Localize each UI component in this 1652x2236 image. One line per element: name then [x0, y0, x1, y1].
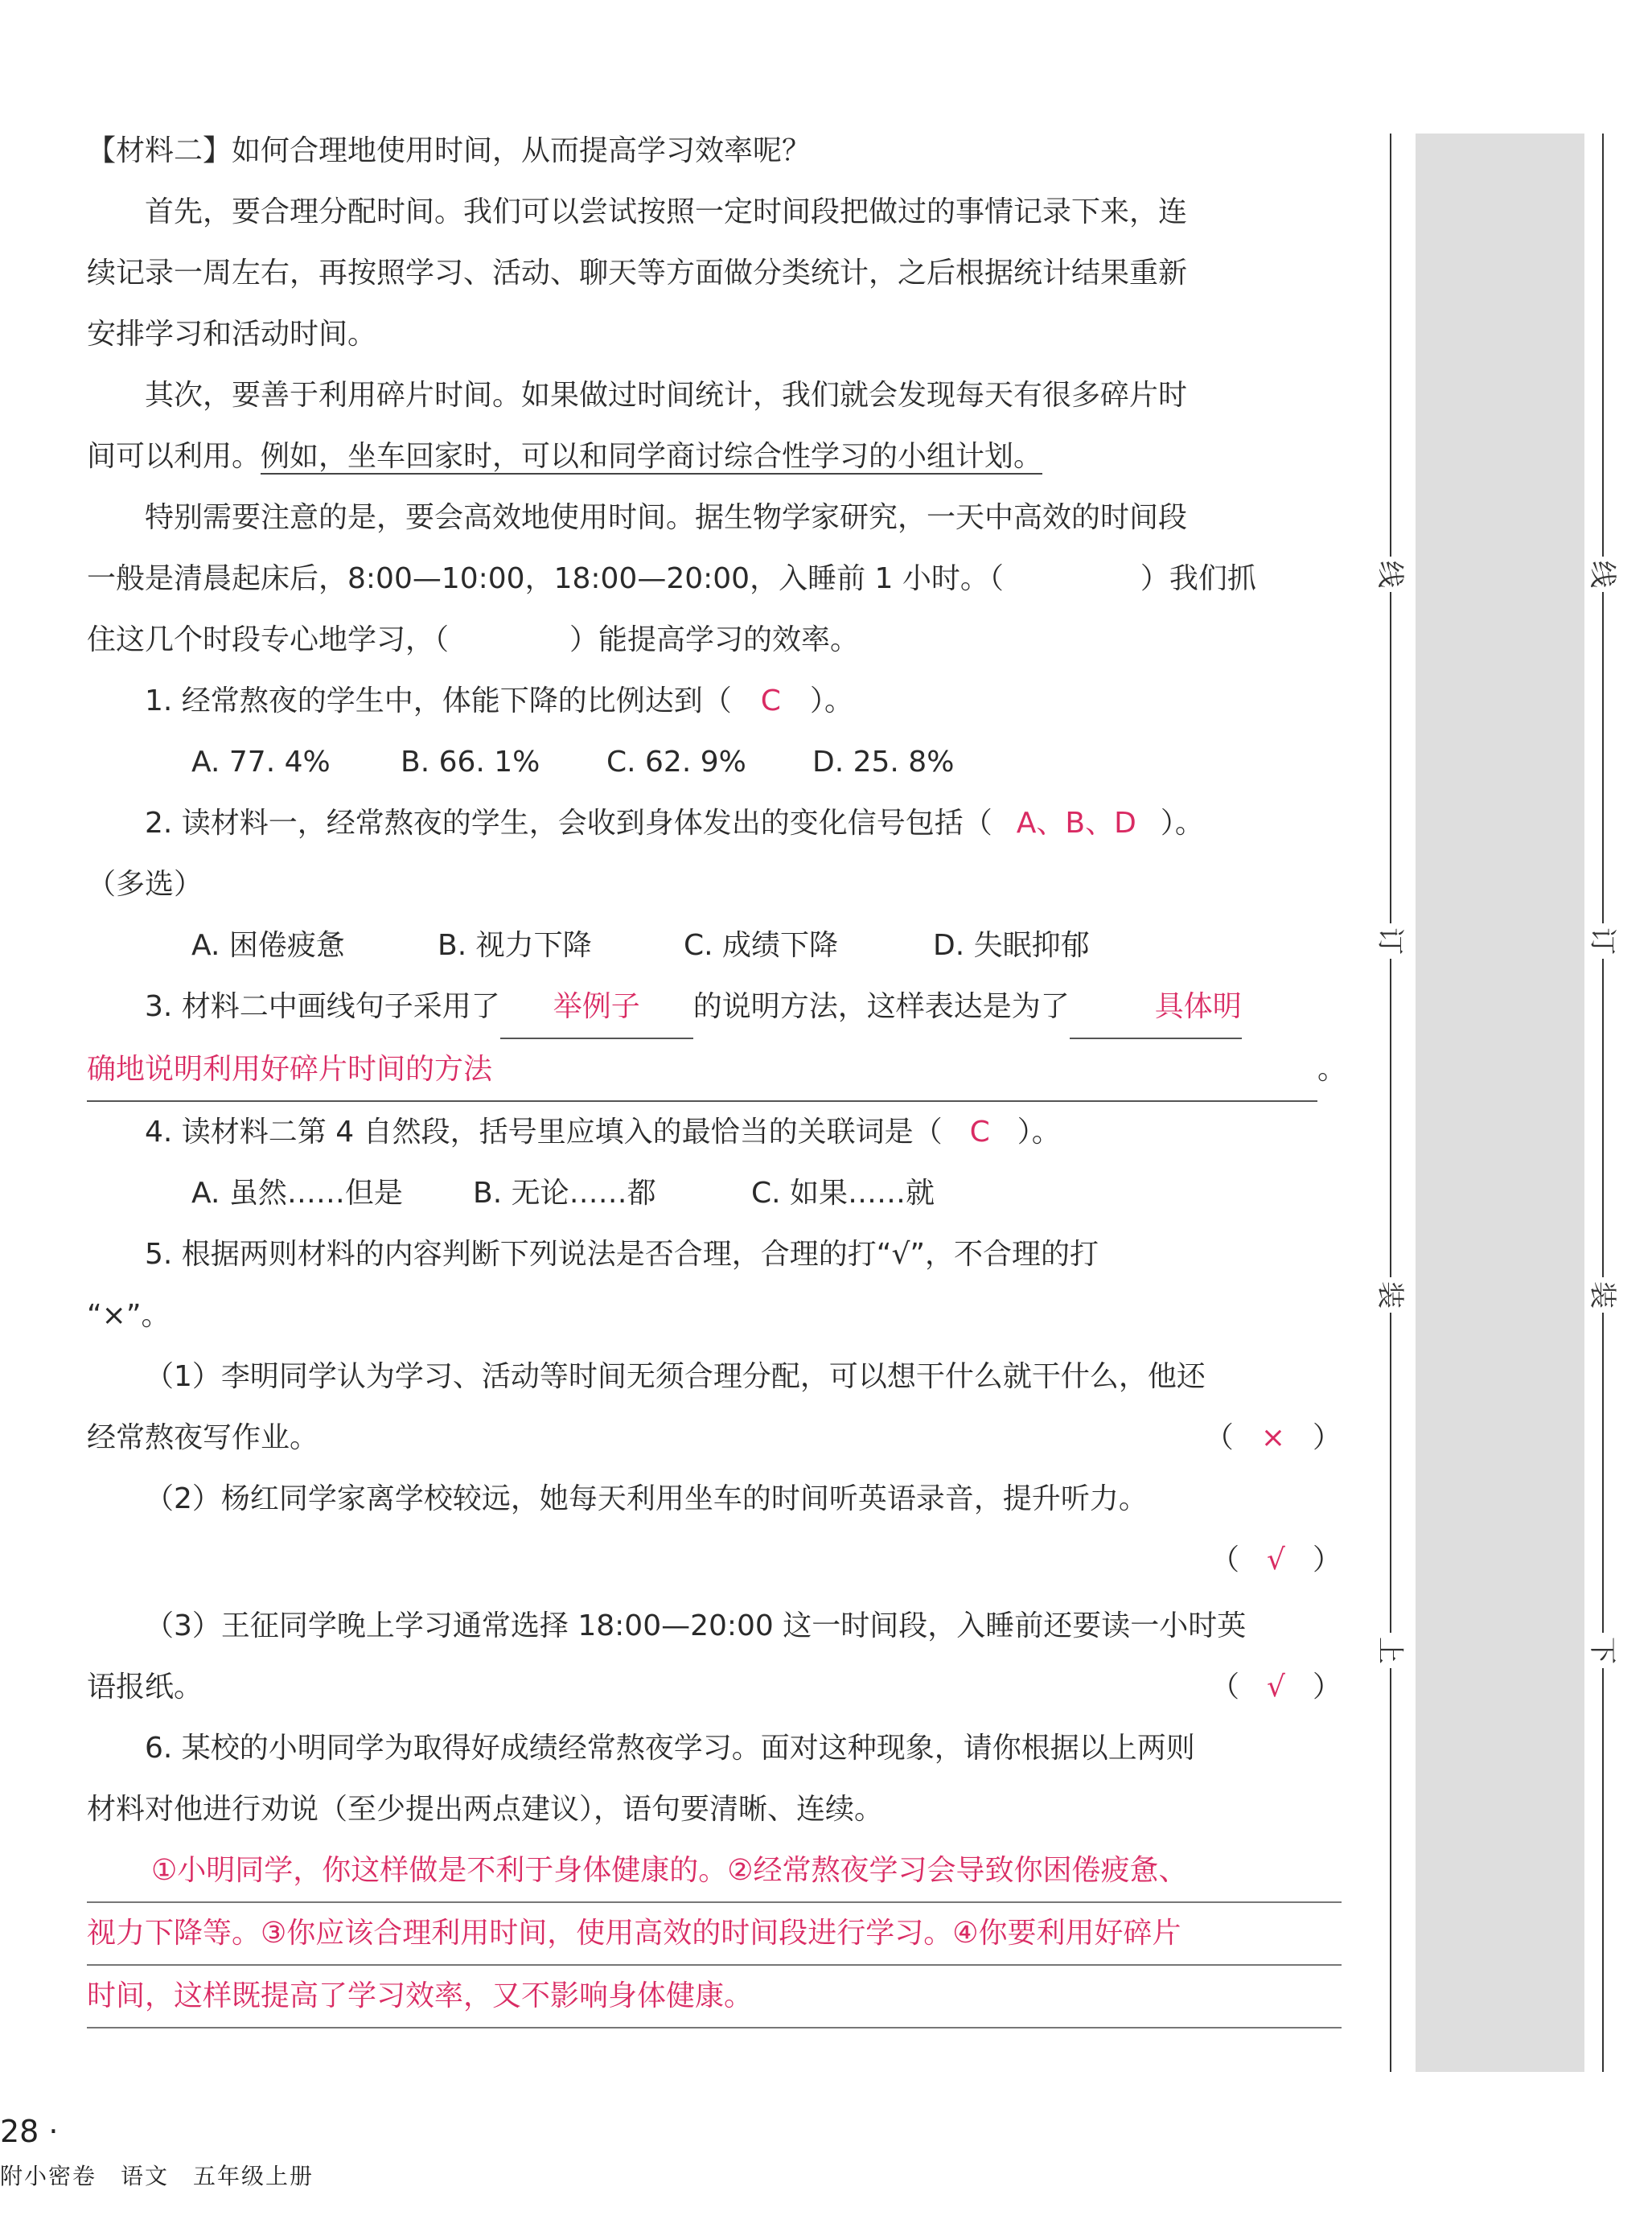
- paren: （: [1210, 1671, 1240, 1704]
- underlined-sentence: 例如，坐车回家时，可以和同学商讨综合性学习的小组计划。: [261, 440, 1043, 473]
- binding-label: 订: [1584, 923, 1620, 959]
- text-segment: 住这几个时段专心地学习，（: [87, 623, 450, 656]
- question-5-line2: “×”。: [87, 1299, 171, 1332]
- text-segment: 一般是清晨起床后，8:00—10:00，18:00—20:00，入睡前 1 小时。（: [87, 562, 1004, 595]
- judge-mark: ×: [1260, 1421, 1285, 1454]
- binding-line-right: [1602, 134, 1604, 2072]
- question-6-line2: 材料对他进行劝说（至少提出两点建议），语句要清晰、连续。: [87, 1793, 884, 1826]
- text-segment: 间可以利用。: [87, 440, 261, 473]
- binding-label: 订: [1372, 923, 1407, 959]
- answer-text: C: [760, 684, 781, 717]
- option: B. 视力下降: [438, 929, 592, 962]
- material2-heading: 【材料二】如何合理地使用时间，从而提高学习效率呢？: [87, 134, 812, 167]
- judge-text: 经常熬夜写作业。: [87, 1421, 319, 1454]
- paragraph-line: [87, 426, 1342, 487]
- binding-label: 装: [1372, 1277, 1407, 1313]
- judge-item-2: （2）杨红同学家离学校较远，她每天利用坐车的时间听英语录音，提升听力。: [145, 1482, 1148, 1515]
- paren: ）: [1312, 1421, 1342, 1454]
- question-text: 1. 经常熬夜的学生中，体能下降的比例达到（: [145, 684, 732, 717]
- answer-text: 举例子: [500, 976, 693, 1039]
- answer-text: 具体明: [1070, 976, 1242, 1039]
- text-segment: ）能提高学习的效率。: [569, 623, 860, 656]
- answer-text: 确地说明利用好碎片时间的方法: [87, 1039, 1317, 1102]
- judge-text: 语报纸。: [87, 1671, 203, 1704]
- question-text: ）。: [1017, 1116, 1061, 1149]
- answer-text: A、B、D: [1016, 807, 1136, 840]
- question-text: ）。: [809, 684, 853, 717]
- paragraph-line: 续记录一周左右，再按照学习、活动、聊天等方面做分类统计，之后根据统计结果重新: [87, 257, 1188, 290]
- judge-mark: √: [1267, 1543, 1285, 1576]
- binding-label: 线: [1584, 557, 1620, 592]
- option: D. 25. 8%: [812, 746, 955, 779]
- binding-label: 下: [1584, 1633, 1620, 1668]
- paren: ）: [1312, 1671, 1342, 1704]
- question-3: [87, 976, 1342, 1039]
- page-number: 28 ·: [0, 2114, 59, 2149]
- judge-mark: √: [1267, 1671, 1285, 1704]
- paren: （: [1210, 1543, 1240, 1576]
- paragraph-line: [87, 549, 1342, 610]
- period: 。: [1317, 1053, 1347, 1086]
- question-2-options: [87, 915, 1342, 976]
- question-1-options: [87, 732, 1342, 793]
- question-2-note: （多选）: [87, 868, 203, 901]
- judge-item-3-line2: [87, 1657, 1342, 1718]
- question-text: 2. 读材料一，经常熬夜的学生，会收到身体发出的变化信号包括（: [145, 807, 992, 840]
- judge-item-3: （3）王征同学晚上学习通常选择 18:00—20:00 这一时间段，入睡前还要读一小时英: [145, 1609, 1247, 1642]
- option: B. 66. 1%: [401, 746, 540, 779]
- option: B. 无论……都: [473, 1177, 656, 1210]
- judge-paren: [1205, 1408, 1342, 1469]
- book-title: 附小密卷 语文 五年级上册: [0, 2163, 314, 2189]
- option: A. 困倦疲惫: [191, 929, 345, 962]
- answer-line: 时间，这样既提高了学习效率，又不影响身体健康。: [87, 1966, 1342, 2028]
- paren: （: [1204, 1421, 1234, 1454]
- option: A. 虽然……但是: [191, 1177, 403, 1210]
- question-5: 5. 根据两则材料的内容判断下列说法是否合理，合理的打“√”，不合理的打: [145, 1238, 1099, 1271]
- text-segment: ）我们抓: [1140, 562, 1256, 595]
- binding-line-left: [1390, 134, 1391, 2072]
- paragraph-line: [87, 610, 1342, 671]
- binding-label: 上: [1372, 1633, 1407, 1668]
- judge-item-1-line2: [87, 1408, 1342, 1469]
- option: C. 如果……就: [751, 1177, 935, 1210]
- option: A. 77. 4%: [191, 746, 331, 779]
- paragraph-line: 特别需要注意的是，要会高效地使用时间。据生物学家研究，一天中高效的时间段: [145, 501, 1188, 534]
- judge-item-1: （1）李明同学认为学习、活动等时间无须合理分配，可以想干什么就干什么，他还: [145, 1360, 1206, 1393]
- main-content: [87, 121, 1347, 2028]
- question-6: 6. 某校的小明同学为取得好成绩经常熬夜学习。面对这种现象，请你根据以上两则: [145, 1732, 1195, 1765]
- question-4-options: [87, 1163, 1342, 1224]
- question-3-line2: [87, 1039, 1347, 1102]
- question-text: 的说明方法，这样表达是为了: [692, 990, 1070, 1023]
- judge-paren: [1210, 1530, 1342, 1591]
- judge-paren: [1210, 1657, 1342, 1718]
- option: C. 成绩下降: [684, 929, 839, 962]
- question-text: 3. 材料二中画线句子采用了: [145, 990, 500, 1023]
- question-4: [87, 1102, 1342, 1163]
- answer-text: C: [969, 1116, 990, 1149]
- paren: ）: [1312, 1543, 1342, 1576]
- answer-line: ①小明同学，你这样做是不利于身体健康的。②经常熬夜学习会导致你困倦疲惫、: [87, 1840, 1342, 1903]
- question-text: 4. 读材料二第 4 自然段，括号里应填入的最恰当的关联词是（: [145, 1116, 943, 1149]
- option: C. 62. 9%: [606, 746, 746, 779]
- question-text: ）。: [1160, 807, 1204, 840]
- binding-label: 装: [1584, 1277, 1620, 1313]
- binding-label: 线: [1372, 557, 1407, 592]
- option: D. 失眠抑郁: [933, 929, 1090, 962]
- question-1: [87, 671, 1342, 732]
- question-2: [87, 793, 1342, 854]
- paragraph-line: 安排学习和活动时间。: [87, 318, 377, 351]
- answer-line: 视力下降等。③你应该合理利用时间，使用高效的时间段进行学习。④你要利用好碎片: [87, 1903, 1342, 1966]
- judge-item-2-line2: [87, 1530, 1342, 1591]
- binding-strip: [1416, 134, 1584, 2072]
- paragraph-line: 首先，要合理分配时间。我们可以尝试按照一定时间段把做过的事情记录下来，连: [145, 195, 1188, 228]
- paragraph-line: 其次，要善于利用碎片时间。如果做过时间统计，我们就会发现每天有很多碎片时: [145, 379, 1188, 412]
